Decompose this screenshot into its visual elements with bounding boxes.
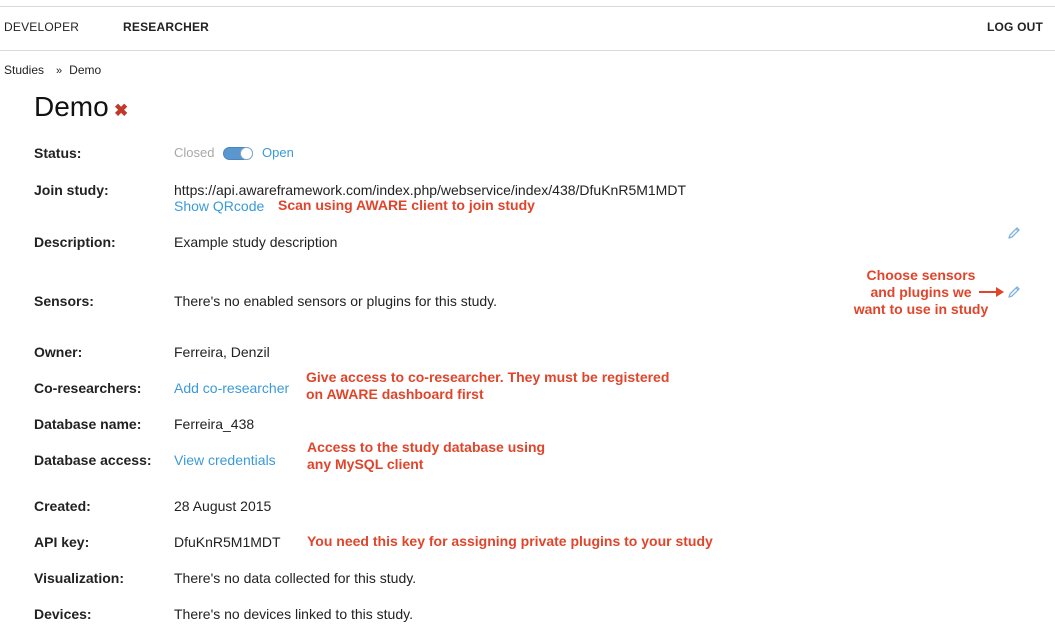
breadcrumb-separator: » — [56, 65, 63, 77]
status-toggle[interactable] — [223, 147, 253, 160]
pencil-icon[interactable] — [1007, 285, 1021, 299]
devices-label: Devices: — [34, 606, 92, 622]
annotation-coresearchers — [306, 369, 669, 403]
coresearchers-label: Co-researchers: — [34, 380, 142, 396]
api-key-label: API key: — [34, 534, 90, 550]
annotation-sensors-line-3: want to use in study — [853, 301, 989, 317]
nav-developer[interactable]: DEVELOPER — [4, 20, 80, 34]
database-access-label: Database access: — [34, 452, 152, 468]
created-label: Created: — [34, 498, 91, 514]
annotation-database — [307, 439, 545, 473]
arrow-right-icon — [979, 286, 1005, 298]
annotation-database-line-1: Access to the study database using — [307, 439, 546, 455]
nav-researcher[interactable]: RESEARCHER — [123, 20, 210, 34]
annotation-sensors-line-1: Choose sensors — [866, 267, 976, 283]
database-name-value: Ferreira_438 — [174, 416, 255, 432]
description-label: Description: — [34, 234, 116, 250]
annotation-sensors — [842, 267, 1000, 318]
logout-button[interactable]: LOG OUT — [986, 20, 1043, 34]
sensors-label: Sensors: — [34, 293, 94, 309]
status-label: Status: — [34, 145, 82, 161]
owner-label: Owner: — [34, 344, 83, 360]
toggle-knob — [240, 147, 253, 160]
page-title: Demo — [34, 91, 109, 122]
sensors-value: There's no enabled sensors or plugins for this study. — [174, 293, 498, 309]
status-closed-label: Closed — [174, 145, 215, 160]
pencil-icon[interactable] — [1007, 226, 1021, 240]
api-key-value: DfuKnR5M1MDT — [174, 534, 281, 550]
created-value: 28 August 2015 — [174, 498, 272, 514]
annotation-database-line-2: any MySQL client — [307, 456, 424, 472]
owner-value: Ferreira, Denzil — [174, 344, 270, 360]
join-study-label: Join study: — [34, 182, 109, 198]
breadcrumb — [4, 63, 101, 77]
view-credentials-link[interactable]: View credentials — [174, 452, 276, 468]
top-navigation-bar — [0, 6, 1055, 51]
breadcrumb-studies[interactable]: Studies — [4, 63, 45, 77]
status-open-label: Open — [262, 145, 294, 160]
join-study-url: https://api.awareframework.com/index.php/webservice/index/438/DfuKnR5M1MDT — [174, 182, 687, 198]
annotation-sensors-line-2: and plugins we — [870, 284, 972, 300]
description-value: Example study description — [174, 234, 338, 250]
visualization-value: There's no data collected for this study. — [174, 570, 417, 586]
visualization-label: Visualization: — [34, 570, 124, 586]
close-icon[interactable]: ✖ — [114, 101, 129, 120]
annotation-coresearchers-line-1: Give access to co-researcher. They must be registered — [306, 369, 670, 385]
annotation-coresearchers-line-2: on AWARE dashboard first — [306, 386, 484, 402]
annotation-api-key: You need this key for assigning private plugins to your study — [307, 533, 713, 549]
breadcrumb-current: Demo — [69, 63, 102, 77]
database-name-label: Database name: — [34, 416, 142, 432]
devices-value: There's no devices linked to this study. — [174, 606, 413, 622]
annotation-qr: Scan using AWARE client to join study — [278, 197, 535, 213]
show-qrcode-link[interactable]: Show QRcode — [174, 198, 265, 214]
add-coresearcher-link[interactable]: Add co-researcher — [174, 380, 290, 396]
